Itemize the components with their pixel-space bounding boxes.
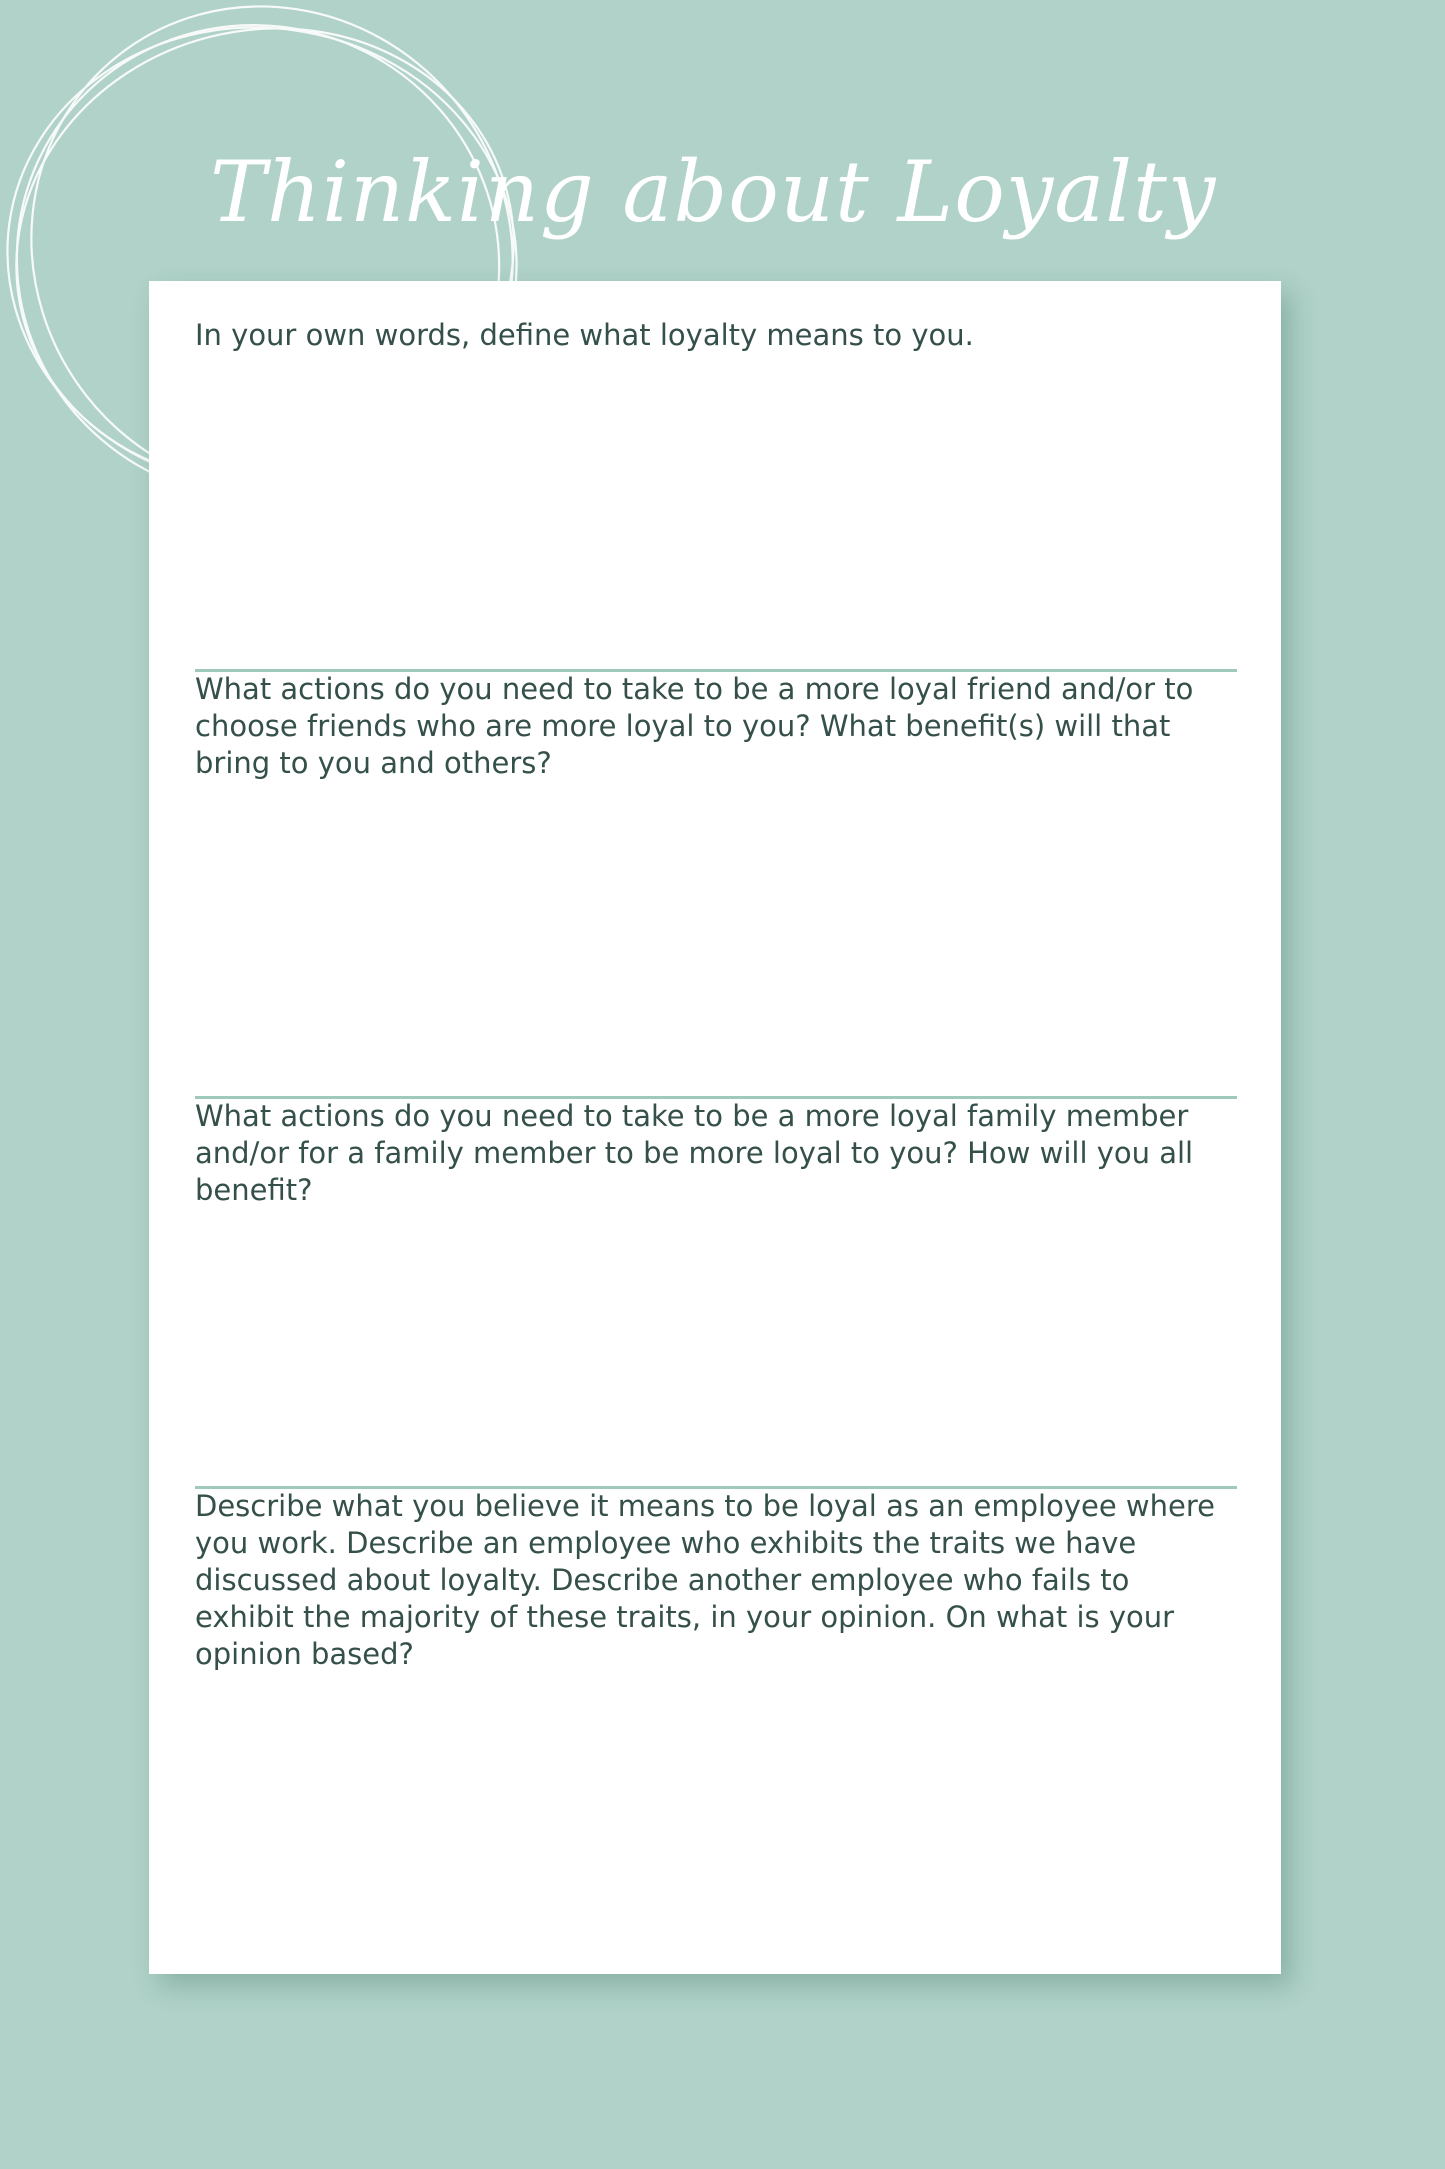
prompt-define-loyalty: In your own words, define what loyalty means to you. (195, 318, 974, 352)
prompt-loyal-friend: What actions do you need to take to be a more loyal friend and/or to choose friends who are more loyal to you? What benefit(s) will that bring to you and others? (195, 672, 1194, 780)
prompt-loyal-employee: Describe what you believe it means to be loyal as an employee where you work. Describe an employee who exhibits the traits we have discussed about loyalty. Describe another employee who fails to exhibit the majority of these traits, in your opinion. On what is your opinion based? (195, 1489, 1215, 1671)
page-title: Thinking about Loyalty (210, 143, 1217, 241)
prompt-loyal-family: What actions do you need to take to be a more loyal family member and/or for a family member to be more loyal to you? How will you all benefit? (195, 1099, 1194, 1207)
worksheet-card (149, 281, 1281, 1974)
